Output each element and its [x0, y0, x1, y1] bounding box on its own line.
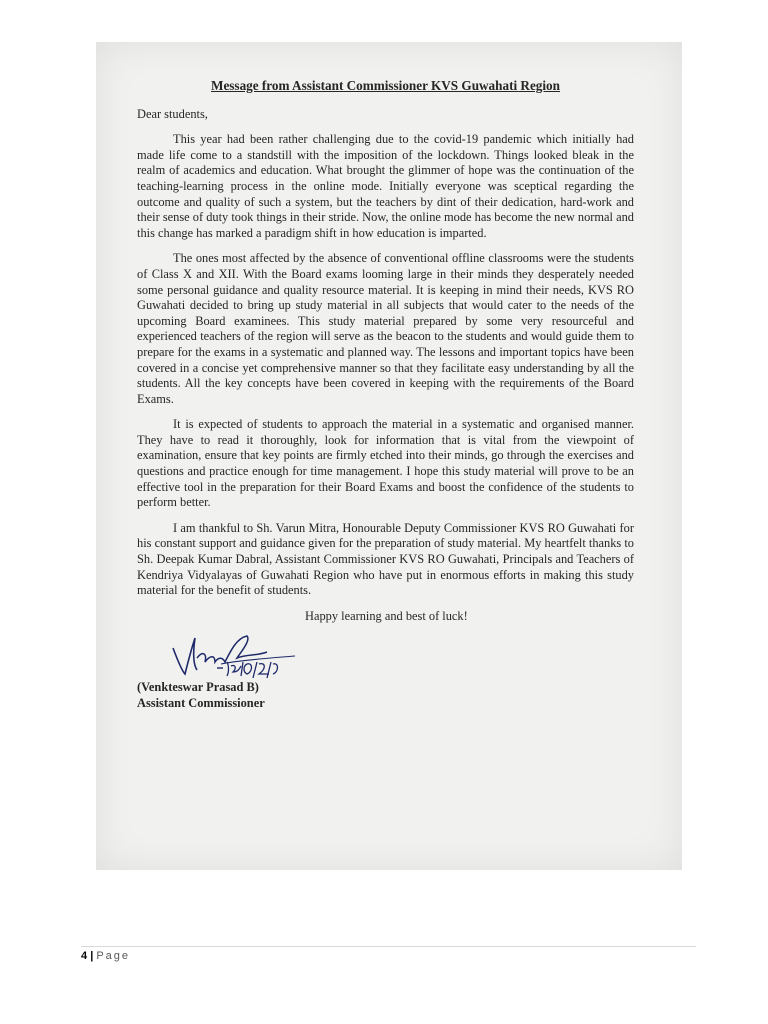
signature — [137, 624, 634, 680]
paragraph-2: The ones most affected by the absence of conventional offline classrooms were the students of Class X and XII. With the Board exams looming large in their minds they desperately needed some personal guidance and quality resource material. It is keeping in mind their needs, KVS RO Guwahati decided to bring up study material in all subjects that would cater to the needs of the upcoming Board examinees. This study material prepared by some very resourceful and experienced teachers of the region will serve as the beacon to the students and would guide them to prepare for the exams in a systematic and planned way. The lessons and important topics have been covered in a concise yet comprehensive manner so that they facilitate easy understanding by all the students. All the key concepts have been covered in keeping with the requirements of the Board Exams. — [137, 251, 634, 406]
letter-heading: Message from Assistant Commissioner KVS Guwahati Region — [211, 78, 560, 93]
closing-line: Happy learning and best of luck! — [305, 608, 468, 623]
page-footer — [81, 950, 130, 962]
handwritten-signature-icon — [171, 628, 321, 682]
letter-body — [137, 78, 634, 712]
salutation: Dear students, — [137, 106, 208, 121]
scanned-letter — [96, 42, 682, 870]
signatory-name: (Venkteswar Prasad B) — [137, 680, 259, 695]
page-separator: | — [90, 950, 94, 962]
footer-divider — [81, 946, 696, 947]
paragraph-3: It is expected of students to approach the material in a systematic and organised manner. They have to read it thoroughly, look for information that is vital from the viewpoint of examination, ensure that key points are firmly etched into their minds, go through the exercises and questions and practice enough for time management. I hope this study material will prove to be an effective tool in the preparation for their Board Exams and boost the confidence of the students to perform better. — [137, 417, 634, 510]
page-label: Page — [96, 950, 131, 962]
page-number: 4 — [81, 950, 88, 962]
signatory-title: Assistant Commissioner — [137, 696, 265, 710]
paragraph-1: This year had been rather challenging due to the covid-19 pandemic which initially had made life come to a standstill with the imposition of the lockdown. Things looked bleak in the realm of academics and education. What brought the glimmer of hope was the continuation of the teaching-learning process in the online mode. Initially everyone was sceptical regarding the outcome and quality of such a system, but the teachers by dint of their dedication, hard-work and their sense of duty took things in their stride. Now, the online mode has become the new normal and this change has marked a paradigm shift in how education is imparted. — [137, 132, 634, 240]
paragraph-4: I am thankful to Sh. Varun Mitra, Honourable Deputy Commissioner KVS RO Guwahati for his constant support and guidance given for the preparation of study material. My heartfelt thanks to Sh. Deepak Kumar Dabral, Assistant Commissioner KVS RO Guwahati, Principals and Teachers of Kendriya Vidyalayas of Guwahati Region who have put in enormous efforts in making this study material for the benefit of students. — [137, 520, 634, 598]
